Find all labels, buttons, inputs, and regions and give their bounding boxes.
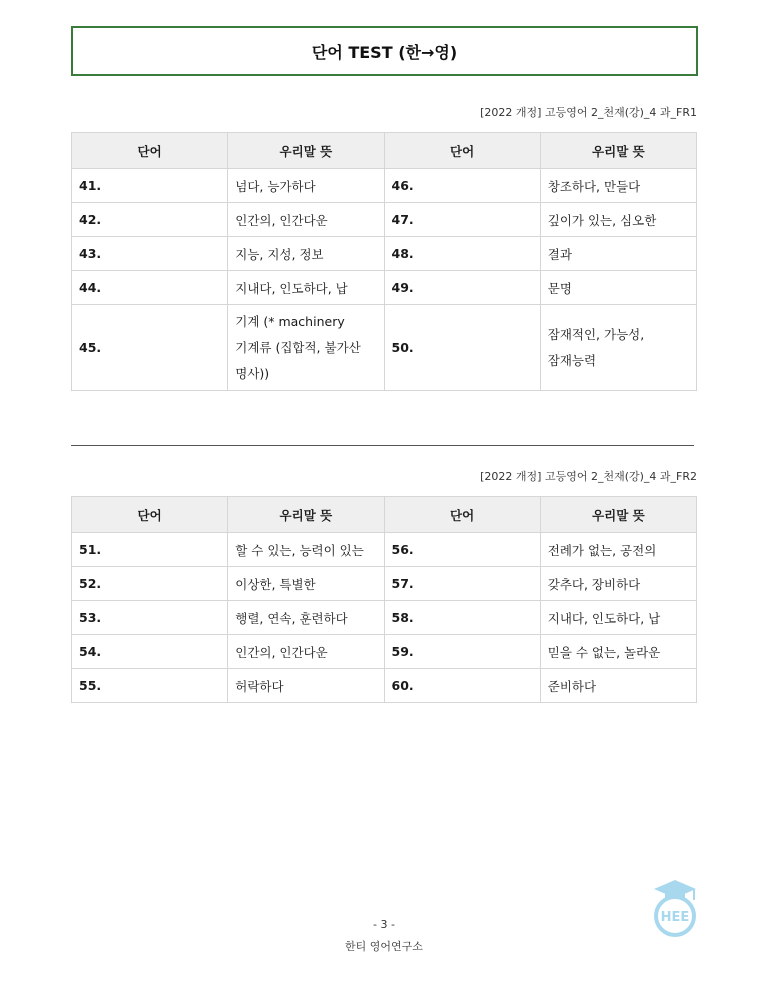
header-word: 단어 — [384, 497, 540, 533]
item-meaning: 할 수 있는, 능력이 있는 — [228, 533, 384, 567]
table-row — [72, 237, 697, 271]
header-meaning: 우리말 뜻 — [228, 133, 384, 169]
item-number: 43. — [72, 237, 228, 271]
item-number: 56. — [384, 533, 540, 567]
item-meaning: 갖추다, 장비하다 — [540, 567, 696, 601]
header-word: 단어 — [72, 497, 228, 533]
graduation-cap-icon — [650, 878, 700, 938]
table-row — [72, 169, 697, 203]
item-number: 58. — [384, 601, 540, 635]
item-number: 55. — [72, 669, 228, 703]
item-number: 57. — [384, 567, 540, 601]
item-meaning: 지내다, 인도하다, 납 — [228, 271, 384, 305]
item-meaning: 넘다, 능가하다 — [228, 169, 384, 203]
item-meaning: 허락하다 — [228, 669, 384, 703]
item-meaning: 깊이가 있는, 심오한 — [540, 203, 696, 237]
table-row — [72, 567, 697, 601]
meaning-line: 기계류 (집합적, 불가산 — [235, 339, 361, 355]
item-number: 59. — [384, 635, 540, 669]
item-number: 45. — [72, 305, 228, 391]
item-number: 47. — [384, 203, 540, 237]
item-number: 51. — [72, 533, 228, 567]
item-number: 54. — [72, 635, 228, 669]
table-row — [72, 305, 697, 391]
meaning-line: 명사)) — [235, 365, 270, 381]
item-meaning: 전례가 없는, 공전의 — [540, 533, 696, 567]
header-meaning: 우리말 뜻 — [540, 133, 696, 169]
table-row — [72, 635, 697, 669]
table-row — [72, 533, 697, 567]
table-row — [72, 271, 697, 305]
vocab-table-2 — [71, 496, 697, 703]
item-meaning: 결과 — [540, 237, 696, 271]
header-word: 단어 — [384, 133, 540, 169]
table-row — [72, 669, 697, 703]
item-meaning: 지능, 지성, 정보 — [228, 237, 384, 271]
vocab-table-1 — [71, 132, 697, 391]
meaning-line: 기계 (* machinery — [235, 313, 345, 329]
source-label-1: [2022 개정] 고등영어 2_천재(강)_4 과_FR1 — [480, 106, 697, 119]
page-number: - 3 - — [373, 918, 395, 931]
item-meaning: 이상한, 특별한 — [228, 567, 384, 601]
item-number: 52. — [72, 567, 228, 601]
item-number: 48. — [384, 237, 540, 271]
item-number: 49. — [384, 271, 540, 305]
item-meaning: 행렬, 연속, 훈련하다 — [228, 601, 384, 635]
header-meaning: 우리말 뜻 — [540, 497, 696, 533]
table-row — [72, 203, 697, 237]
item-meaning: 지내다, 인도하다, 납 — [540, 601, 696, 635]
cut-line-divider — [71, 445, 694, 446]
item-number: 46. — [384, 169, 540, 203]
item-number: 42. — [72, 203, 228, 237]
source-label-2: [2022 개정] 고등영어 2_천재(강)_4 과_FR2 — [480, 470, 697, 483]
page-title: 단어 TEST (한→영) — [71, 26, 698, 76]
item-number: 50. — [384, 305, 540, 391]
item-meaning: 창조하다, 만들다 — [540, 169, 696, 203]
table-header-row — [72, 497, 697, 533]
item-number: 41. — [72, 169, 228, 203]
item-number: 44. — [72, 271, 228, 305]
item-meaning: 준비하다 — [540, 669, 696, 703]
meaning-line: 잠재적인, 가능성, — [547, 326, 645, 342]
logo-text: HEE — [660, 910, 690, 925]
item-number: 60. — [384, 669, 540, 703]
item-meaning: 인간의, 인간다운 — [228, 203, 384, 237]
table-row — [72, 601, 697, 635]
item-meaning: 문명 — [540, 271, 696, 305]
item-meaning: 인간의, 인간다운 — [228, 635, 384, 669]
footer-publisher: 한티 영어연구소 — [345, 940, 423, 953]
table-header-row — [72, 133, 697, 169]
header-word: 단어 — [72, 133, 228, 169]
item-meaning: 믿을 수 없는, 놀라운 — [540, 635, 696, 669]
item-meaning — [228, 305, 384, 391]
item-meaning — [540, 305, 696, 391]
meaning-line: 잠재능력 — [547, 352, 597, 368]
item-number: 53. — [72, 601, 228, 635]
header-meaning: 우리말 뜻 — [228, 497, 384, 533]
